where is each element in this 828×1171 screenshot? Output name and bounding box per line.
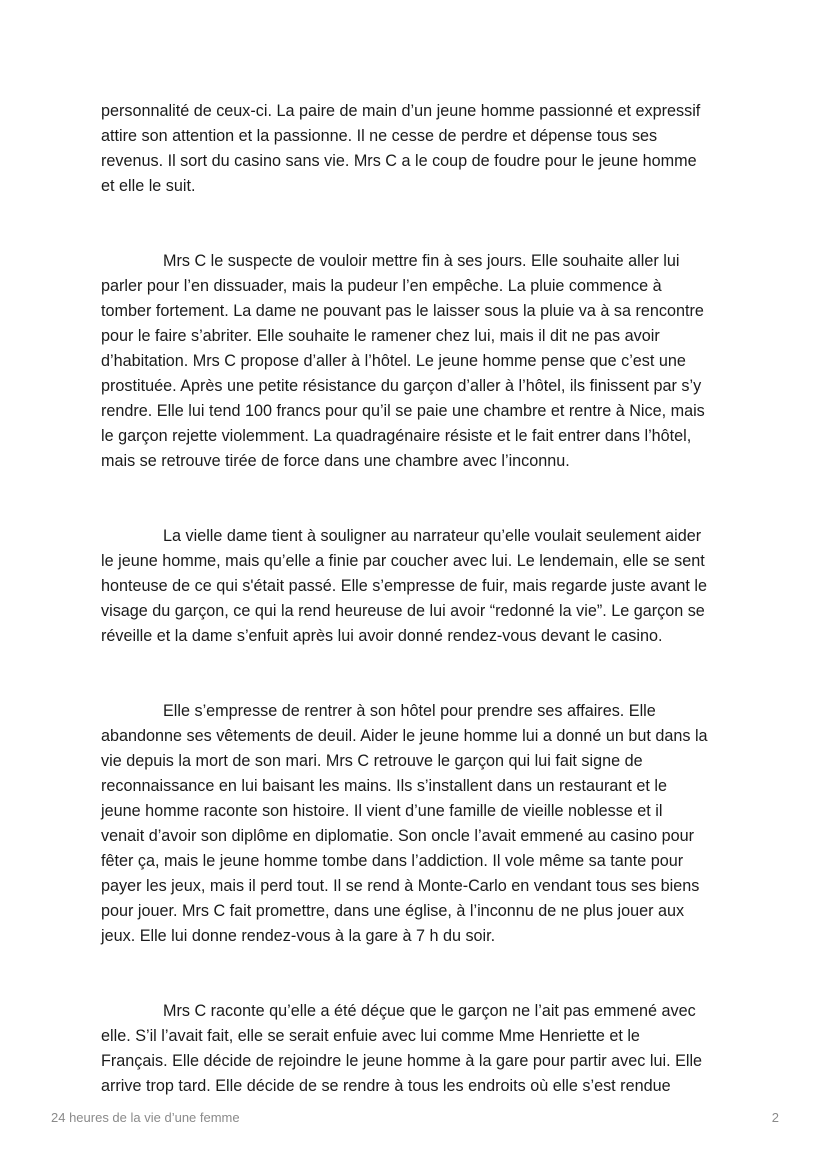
footer-page-number: 2 — [771, 1110, 779, 1125]
footer-document-title: 24 heures de la vie d’une femme — [51, 1110, 240, 1125]
paragraph: Mrs C raconte qu’elle a été déçue que le garçon ne l’ait pas emmené avec elle. S’il l’avait fait, elle se serait enfuie avec lui comme Mme Henriette et le Français. Elle décide de rejoindre le jeune homme à la gare pour partir avec lui. Elle arrive trop tard. Elle décide de se rendre à tous les endroits où elle s’est rendue — [101, 1002, 703, 1095]
document-body — [101, 99, 733, 1149]
paragraph: Mrs C le suspecte de vouloir mettre fin à ses jours. Elle souhaite aller lui parler pour l’en dissuader, mais la pudeur l’en empêche. La pluie commence à tomber fortement. La dame ne pouvant pas le laisser sous la pluie va à sa rencontre pour le faire s’abriter. Elle souhaite le ramener chez lui, mais il dit ne pas avoir d’habitation. Mrs C propose d’aller à l’hôtel. Le jeune homme pense que c’est une prostituée. Après une petite résistance du garçon d’aller à l’hôtel, ils finissent par s’y rendre. Elle lui tend 100 francs pour qu’il se paie une chambre et rentre à Nice, mais le garçon rejette violemment. La quadragénaire résiste et le fait entrer dans l’hôtel, mais se retrouve tirée de force dans une chambre avec l’inconnu. — [101, 252, 705, 470]
paragraph-continuation: personnalité de ceux-ci. La paire de main d’un jeune homme passionné et expressif attire son attention et la passionne. Il ne cesse de perdre et dépense tous ses revenus. Il sort du casino sans vie. Mrs C a le coup de foudre pour le jeune homme et elle le suit. — [101, 102, 701, 195]
paragraph: Elle s’empresse de rentrer à son hôtel pour prendre ses affaires. Elle abandonne ses vêtements de deuil. Aider le jeune homme lui a donné un but dans la vie depuis la mort de son mari. Mrs C retrouve le garçon qui lui fait signe de reconnaissance en lui baisant les mains. Ils s’installent dans un restaurant et le jeune homme raconte son histoire. Il vient d’une famille de vieille noblesse et il venait d’avoir son diplôme en diplomatie. Son oncle l’avait emmené au casino pour fêter ça, mais le jeune homme tombe dans l’addiction. Il vole même sa tante pour payer les jeux, mais il perd tout. Il se rend à Monte-Carlo en vendant tous ses biens pour jouer. Mrs C fait promettre, dans une église, à l’inconnu de ne plus jouer aux jeux. Elle lui donne rendez-vous à la gare à 7 h du soir. — [101, 702, 708, 945]
paragraph: La vielle dame tient à souligner au narrateur qu’elle voulait seulement aider le jeune homme, mais qu’elle a finie par coucher avec lui. Le lendemain, elle se sent honteuse de ce qui s'était passé. Elle s’empresse de fuir, mais regarde juste avant le visage du garçon, ce qui la rend heureuse de lui avoir “redonné la vie”. Le garçon se réveille et la dame s’enfuit après lui avoir donné rendez-vous devant le casino. — [101, 527, 707, 645]
